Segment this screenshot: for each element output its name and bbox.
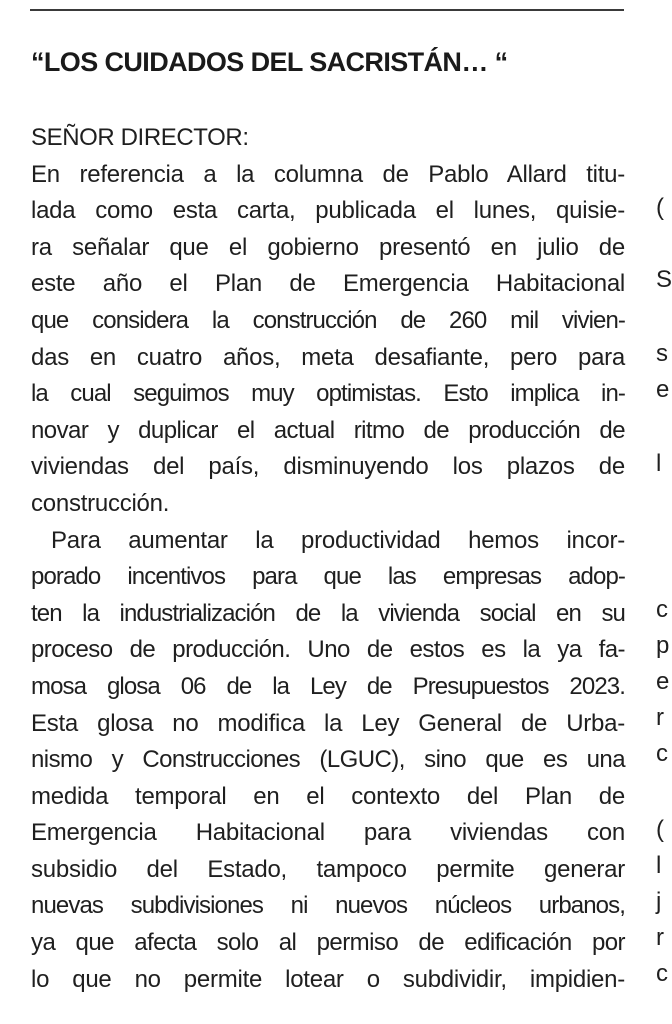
adjacent-column-char: e: [656, 668, 670, 695]
top-divider-rule: [30, 9, 624, 11]
body-line: ten la industrialización de la vivienda social en su: [31, 599, 625, 627]
body-line: ra señalar que el gobierno presentó en julio de: [31, 233, 625, 261]
body-line: medida temporal en el contexto del Plan de: [31, 782, 625, 810]
letter-headline: “LOS CUIDADOS DEL SACRISTÁN… “: [31, 47, 508, 77]
adjacent-column-char: l: [656, 450, 662, 477]
adjacent-column-char: j: [656, 888, 662, 915]
adjacent-column-char: p: [656, 632, 670, 659]
body-line: este año el Plan de Emergencia Habitacional: [31, 270, 625, 298]
body-line: porado incentivos para que las empresas adop-: [31, 563, 625, 591]
body-line: que considera la construcción de 260 mil vivien-: [31, 306, 625, 334]
adjacent-column-fragment: [650, 0, 672, 1024]
body-line: En referencia a la columna de Pablo Allard titu-: [31, 160, 625, 188]
adjacent-column-char: S: [656, 266, 672, 293]
adjacent-column-char: s: [656, 340, 668, 367]
body-line: subsidio del Estado, tampoco permite generar: [31, 855, 625, 883]
adjacent-column-char: l: [656, 852, 662, 879]
body-line: nuevas subdivisiones ni nuevos núcleos urbanos,: [31, 892, 625, 920]
letter-body: [31, 157, 625, 999]
adjacent-column-char: r: [656, 924, 664, 951]
body-line: mosa glosa 06 de la Ley de Presupuestos 2023.: [31, 672, 625, 700]
body-line: Emergencia Habitacional para viviendas con: [31, 819, 625, 847]
adjacent-column-char: c: [656, 740, 668, 767]
body-line: Para aumentar la productividad hemos incor-: [51, 526, 625, 554]
body-line: viviendas del país, disminuyendo los plazos de: [31, 453, 625, 481]
letter-salutation: SEÑOR DIRECTOR:: [31, 124, 249, 151]
body-line: das en cuatro años, meta desafiante, pero para: [31, 343, 625, 371]
adjacent-column-char: e: [656, 376, 670, 403]
body-line: construcción.: [31, 489, 170, 517]
body-line: lada como esta carta, publicada el lunes, quisie-: [31, 197, 625, 225]
body-line: novar y duplicar el actual ritmo de producción de: [31, 416, 625, 444]
body-line: la cual seguimos muy optimistas. Esto implica in-: [31, 380, 625, 408]
adjacent-column-char: c: [656, 596, 668, 623]
body-line: ya que afecta solo al permiso de edificación por: [31, 929, 625, 957]
adjacent-column-char: (: [656, 816, 664, 843]
body-line: proceso de producción. Uno de estos es la ya fa-: [31, 636, 625, 664]
adjacent-column-char: r: [656, 704, 664, 731]
letter-column: [31, 40, 625, 998]
adjacent-column-char: c: [656, 960, 668, 987]
body-line: Esta glosa no modifica la Ley General de Urba-: [31, 709, 625, 737]
body-line: nismo y Construcciones (LGUC), sino que es una: [31, 746, 625, 774]
adjacent-column-char: (: [656, 194, 664, 221]
body-line: lo que no permite lotear o subdividir, impidien-: [31, 965, 625, 993]
